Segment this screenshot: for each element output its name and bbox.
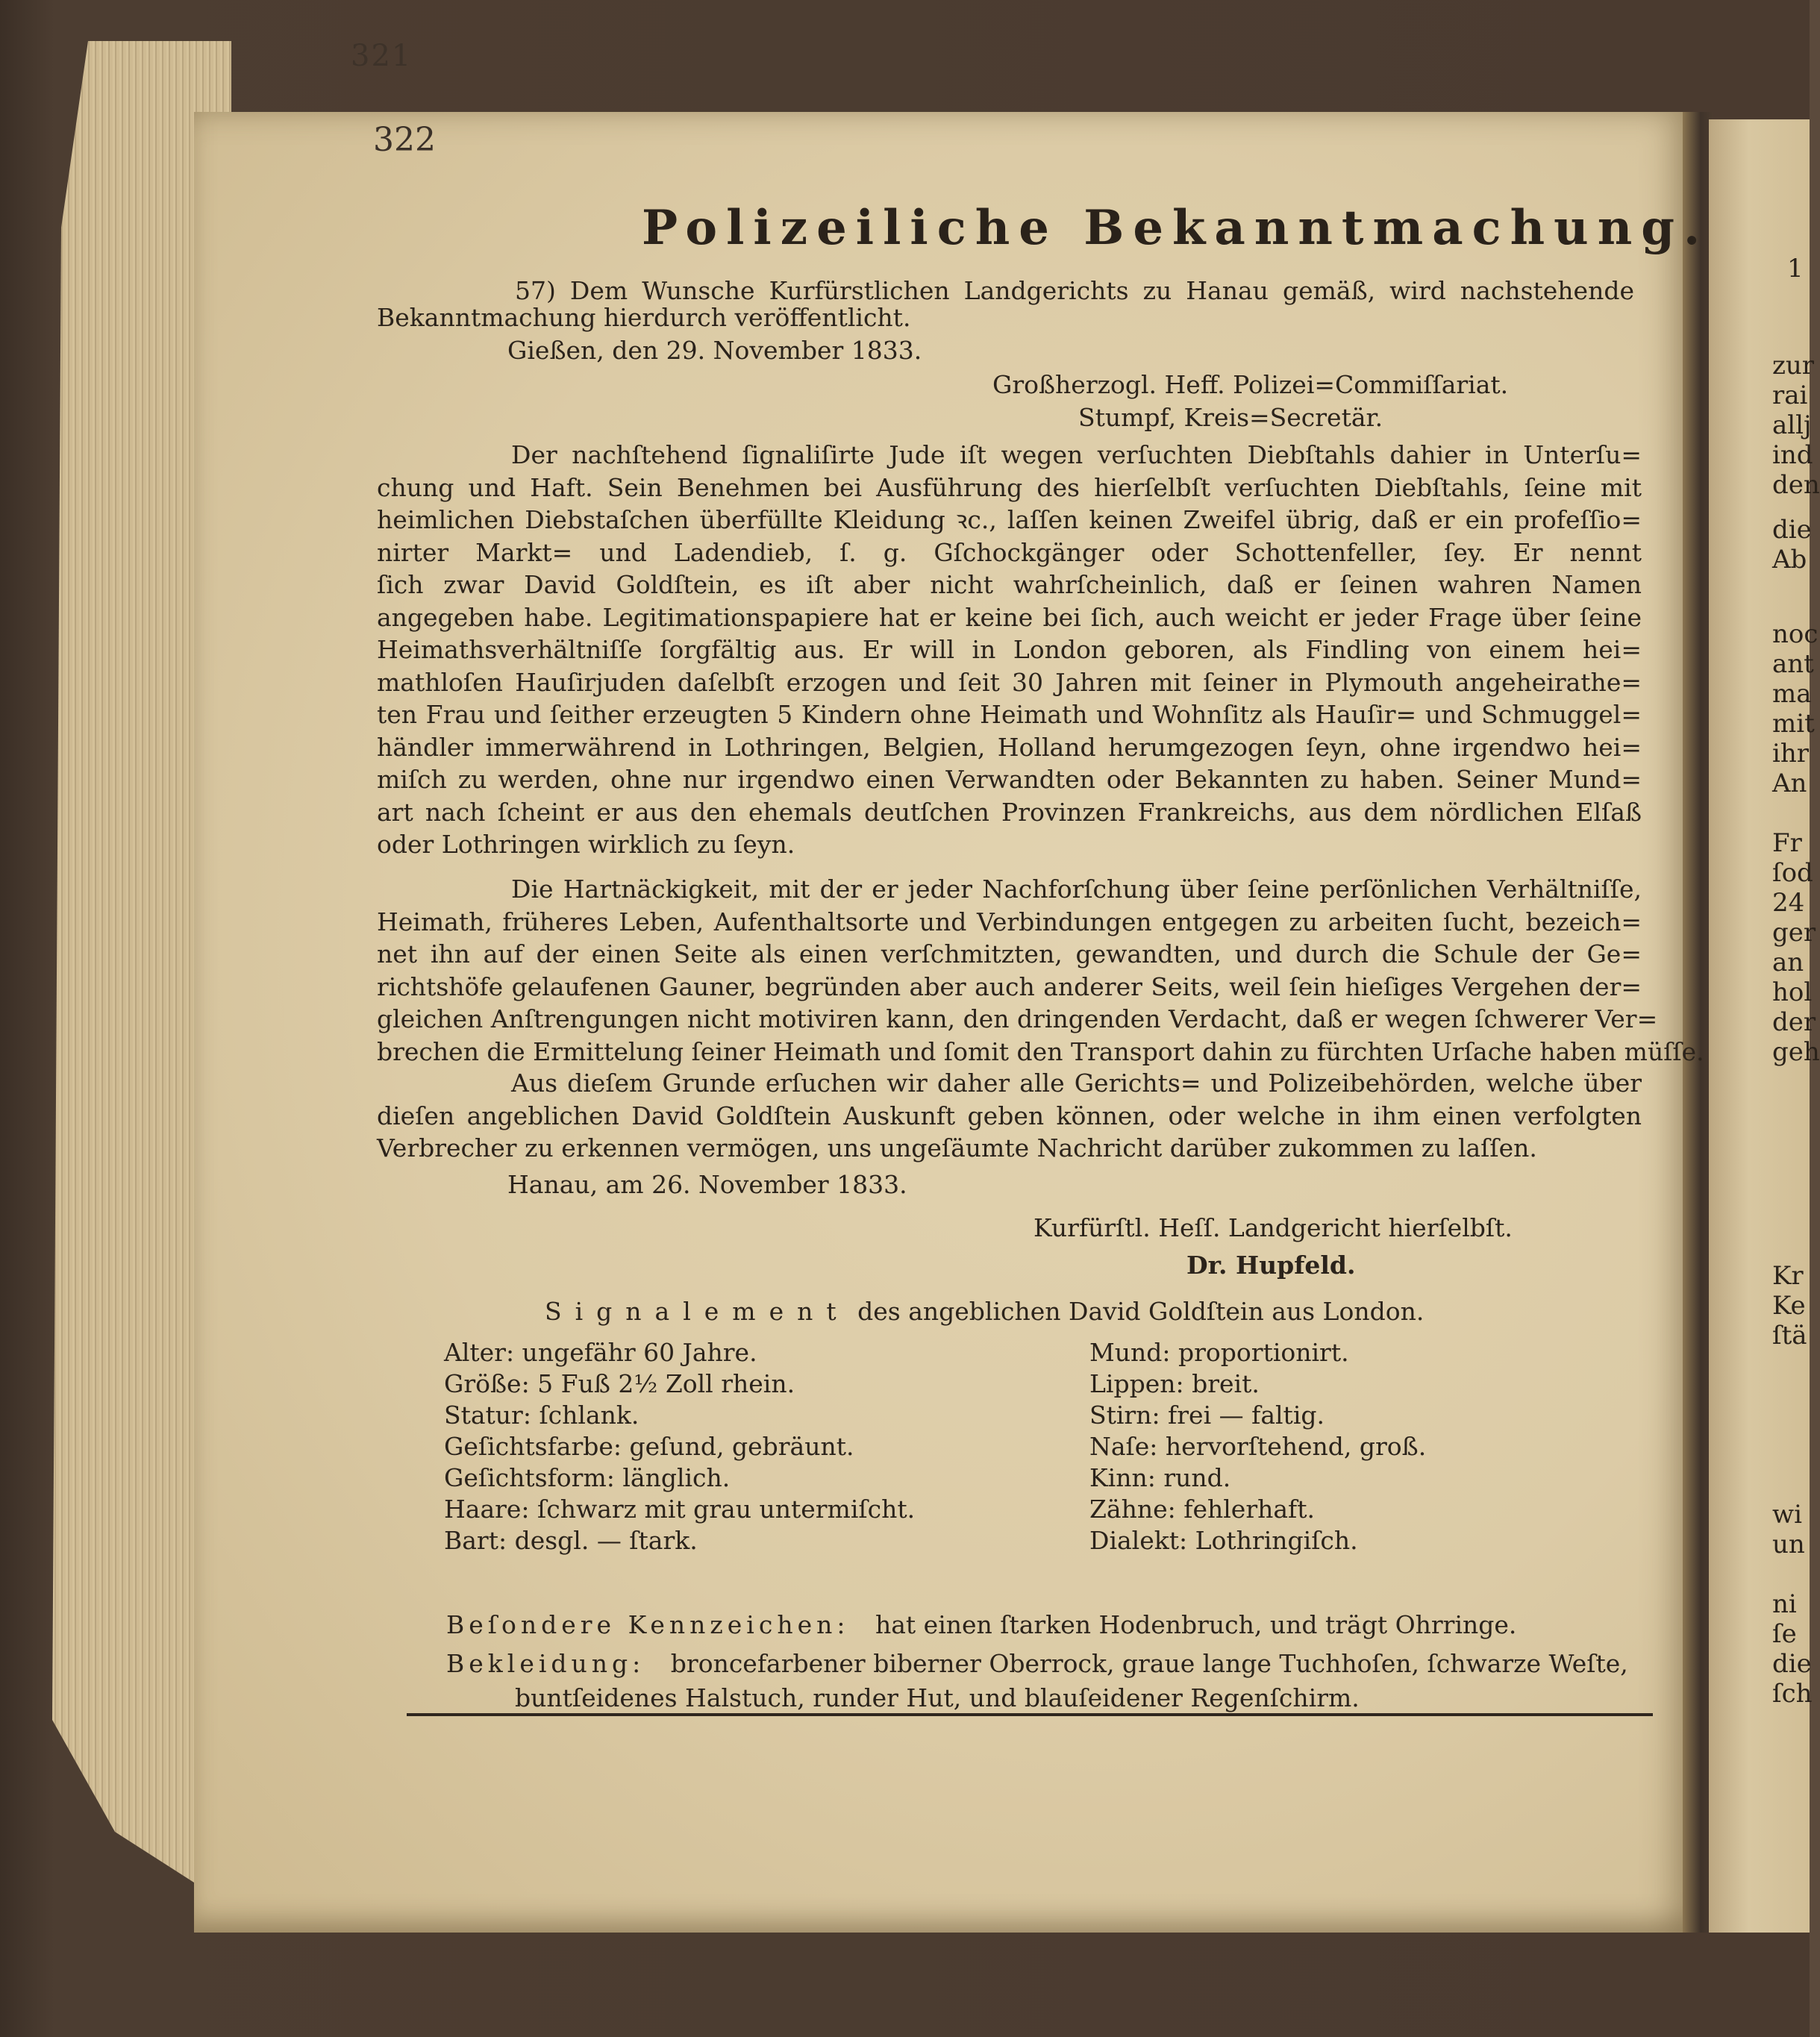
signalement-left-item: Statur: ſchlank. [444,1401,639,1430]
paragraph3-line: dieſen angeblichen David Goldſtein Auskunft geben können, oder welche in ihm einen verfolgten [377,1101,1642,1130]
clothing-label: Bekleidung: [446,1649,645,1678]
next-page-fragment: Ab [1772,545,1807,575]
paragraph1-line: nirter Markt= und Ladendieb, ſ. g. Gſchockgänger oder Schottenfeller, ſey. Er nennt [377,537,1642,567]
paragraph3-line: Verbrecher zu erkennen vermögen, uns ungeſäumte Nachricht darüber zukommen zu laſſen. [377,1133,1537,1163]
faded-previous-page-number: 321 [351,39,413,73]
next-page-fragment: ind [1772,440,1813,470]
next-page-fragment: die [1772,1649,1812,1679]
clothing-text-1: broncefarbener biberner Oberrock, graue lange Tuchhoſen, ſchwarze Weſte, [670,1649,1628,1678]
signalement-left-column [444,1337,915,1556]
next-page-fragment: der [1772,1007,1816,1037]
special-marks-label: Beſondere Kennzeichen: [446,1610,850,1639]
signalement-right-item: Naſe: hervorſtehend, groß. [1089,1432,1427,1461]
signalement-right-item: Stirn: frei — faltig. [1089,1401,1325,1430]
signalement-left-item: Geſichtsform: länglich. [444,1463,731,1492]
clothing-line-1 [446,1649,1648,1679]
signalement-heading-spaced: Signalement [545,1297,850,1326]
paragraph3-line: Aus dieſem Grunde erſuchen wir daher alle Gerichts= und Polizeibehörden, welche über [511,1068,1642,1098]
next-page-fragment: 24 [1772,888,1805,918]
paragraph1-line: Der nachſtehend ſignaliſirte Jude iſt wegen verſuchten Diebſtahls dahier in Unterſu= [511,440,1642,469]
signalement-right-item: Dialekt: Lothringiſch. [1089,1526,1358,1555]
paragraph1-line: chung und Haft. Sein Benehmen bei Ausführung des hierſelbſt verſuchten Diebſtahls, ſeine mit [377,472,1642,502]
signalement-right-item: Mund: proportionirt. [1089,1338,1349,1367]
paragraph2-line: richtshöfe gelaufenen Gauner, begründen aber auch anderer Seits, weil ſein hieſiges Vergehen der= [377,971,1642,1001]
paragraph2-line: Die Hartnäckigkeit, mit der er jeder Nachforſchung über ſeine perſönlichen Verhältniſſe, [511,874,1642,904]
next-page-fragment: ſtä [1772,1321,1807,1351]
paragraph1-line: miſch zu werden, ohne nur irgendwo einen Verwandten oder Bekannten zu haben. Seiner Mund= [377,765,1642,794]
closing-date: Hanau, am 26. November 1833. [507,1170,907,1199]
intro-line-2: Bekanntmachung hierdurch veröffentlicht. [377,303,911,332]
signalement-left-item: Größe: 5 Fuß 2½ Zoll rhein. [444,1369,795,1398]
closing-signatory: Dr. Hupfeld. [1186,1251,1356,1280]
paragraph2-line: brechen die Ermittelung ſeiner Heimath und ſomit den Transport dahin zu fürchten Urſache haben müſſe. [377,1036,1704,1066]
next-page-fragment: Kr [1772,1261,1804,1291]
paragraph2-line: gleichen Anſtrengungen nicht motiviren kann, den dringenden Verdacht, daß er wegen ſchwerer Ver= [377,1004,1658,1033]
paragraph1-line: ten Frau und ſeither erzeugten 5 Kindern ohne Heimath und Wohnſitz als Hauſir= und Schmuggel= [377,700,1642,729]
signalement-left-item: Haare: ſchwarz mit grau untermiſcht. [444,1495,916,1524]
intro-office: Großherzogl. Heff. Polizei=Commiſſariat. [992,370,1509,399]
next-page-fragment: zur [1772,351,1815,381]
paragraph2-line: Heimath, früheres Leben, Aufenthaltsorte und Verbindungen entgegen zu arbeiten ſucht, bezeich= [377,907,1642,936]
next-page-fragment: an [1772,948,1804,977]
intro-line-1: 57) Dem Wunsche Kurfürstlichen Landgerichts zu Hanau gemäß, wird nachstehende [515,276,1634,305]
paragraph1-line: heimlichen Diebstaſchen überfüllte Kleidung ꝛc., laſſen keinen Zweifel übrig, daß er ein profeſſio= [377,505,1642,534]
next-page-fragment: ſch [1772,1679,1813,1709]
paragraph1-line: Heimathsverhältniſſe ſorgfältig aus. Er will in London geboren, als Findling von einem hei= [377,635,1642,664]
clothing-line-2: buntſeidenes Halstuch, runder Hut, und blauſeidener Regenſchirm. [515,1683,1360,1712]
signalement-right-item: Kinn: rund. [1089,1463,1231,1492]
signalement-heading-rest: des angeblichen David Goldſtein aus London. [857,1297,1425,1326]
signalement-right-column [1089,1337,1426,1556]
next-page-fragment: mit [1772,709,1815,739]
signalement-left-item: Alter: ungefähr 60 Jahre. [444,1338,757,1367]
next-page-fragment: An [1772,769,1807,798]
next-page-fragment: ger [1772,918,1816,948]
bottom-rule [407,1713,1653,1716]
paragraph1-line: oder Lothringen wirklich zu ſeyn. [377,830,795,859]
next-page-fragment: ant [1772,649,1814,679]
next-page-fragment: ni [1772,1589,1797,1619]
paragraph1-line: mathloſen Hauſirjuden daſelbſt erzogen und ſeit 30 Jahren mit ſeiner in Plymouth angeheirathe= [377,667,1642,697]
signalement-left-item: Bart: desgl. — ſtark. [444,1526,698,1555]
next-page-fragment: ſe [1772,1619,1797,1649]
signalement-heading [545,1297,1424,1327]
book-gutter [1683,112,1713,1933]
page-number: 322 [373,121,436,159]
page-title: Polizeiliche Bekanntmachung. [642,200,1710,256]
next-page-fragment: ſod [1772,858,1813,888]
intro-date: Gießen, den 29. November 1833. [507,336,922,365]
next-page-fragment: ma [1772,679,1812,709]
paragraph1-line: ſich zwar David Goldſtein, es iſt aber nicht wahrſcheinlich, daß er ſeinen wahren Namen [377,570,1642,599]
paragraph1-line: händler immerwährend in Lothringen, Belgien, Holland herumgezogen ſeyn, ohne irgendwo hei= [377,732,1642,762]
paragraph1-line: art nach ſcheint er aus den ehemals deutſchen Provinzen Frankreichs, aus dem nördlichen Elſaß [377,797,1642,827]
intro-signatory: Stumpf, Kreis=Secretär. [1078,403,1383,432]
next-page-fragment: 1 [1787,254,1804,284]
paragraph2-line: net ihn auf der einen Seite als einen verſchmitzten, gewandten, und durch die Schule der Ge= [377,939,1642,969]
closing-office: Kurfürſtl. Heſſ. Landgericht hierſelbſt. [1033,1213,1513,1242]
next-page-fragment: noc [1772,619,1819,649]
next-page-fragment: hol [1772,977,1813,1007]
signalement-right-item: Lippen: breit. [1089,1369,1260,1398]
paragraph1-line: angegeben habe. Legitimationspapiere hat er keine bei ſich, auch weicht er jeder Frage über ſeine [377,602,1642,632]
next-page-fragment: die [1772,515,1812,545]
next-page-fragment: Fr [1772,828,1802,858]
next-page-fragment: ihr [1772,739,1810,769]
next-page-fragment: wi [1772,1500,1802,1530]
next-page-fragment: geh [1772,1037,1820,1067]
signalement-right-item: Zähne: fehlerhaft. [1089,1495,1315,1524]
special-marks [446,1610,1516,1640]
special-marks-text: hat einen ſtarken Hodenbruch, und trägt Ohrringe. [875,1610,1517,1639]
next-page-fragment: un [1772,1530,1805,1559]
next-page-fragment: Ke [1772,1291,1806,1321]
next-page-fragment: rai [1772,381,1808,410]
next-page-fragment: den [1772,470,1820,500]
signalement-left-item: Geſichtsfarbe: geſund, gebräunt. [444,1432,854,1461]
next-page-fragment: allj [1772,410,1812,440]
